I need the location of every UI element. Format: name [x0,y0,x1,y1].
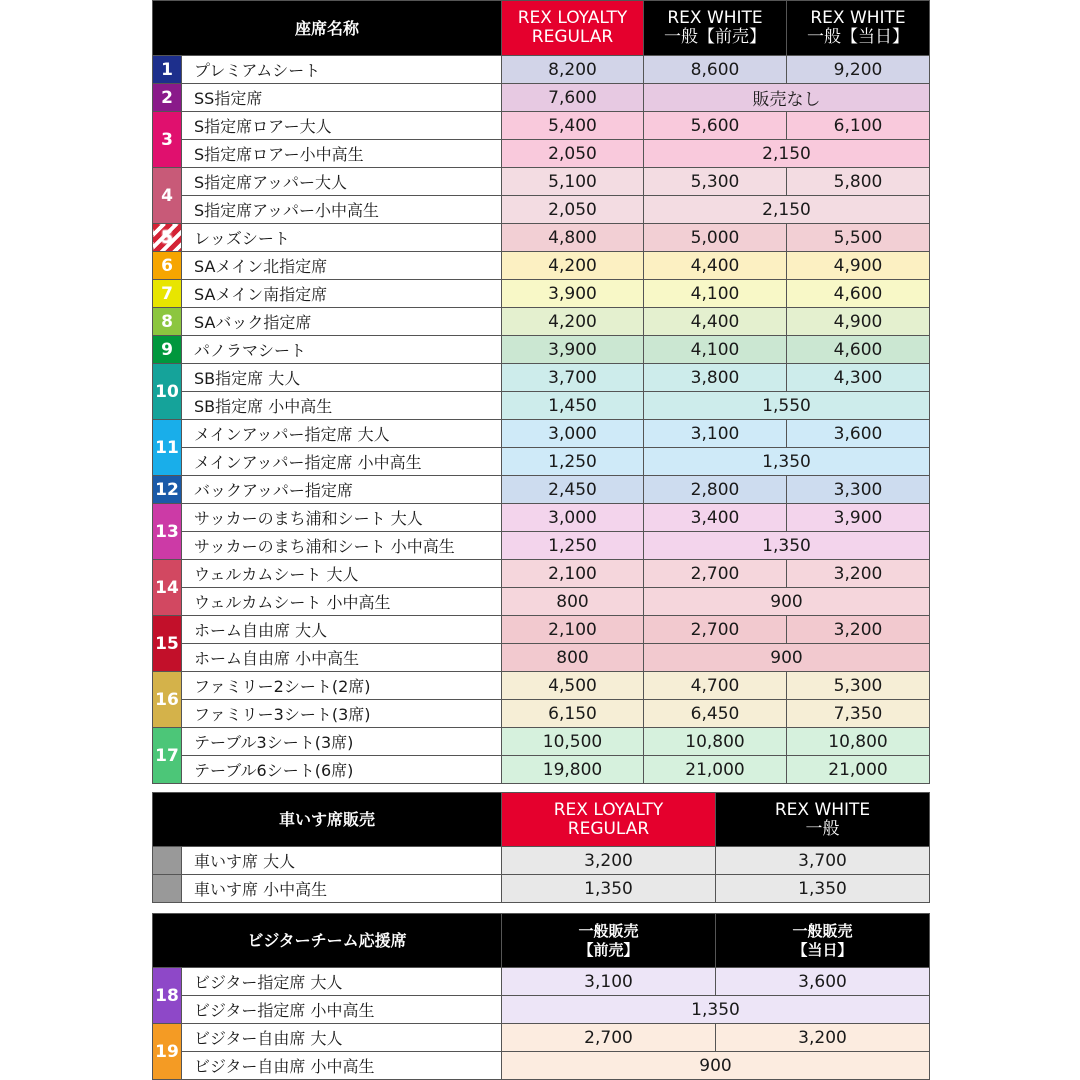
price-cell: 4,900 [787,252,930,280]
seat-name: SAメイン南指定席 [182,280,502,308]
price-cell: 3,800 [644,364,787,392]
table-row [153,336,930,364]
header-seat-name: 座席名称 [153,1,502,56]
seat-name: パノラマシート [182,336,502,364]
price-cell: 2,700 [502,1024,716,1052]
table-row [153,532,930,560]
table-row [153,308,930,336]
price-cell: 4,100 [644,336,787,364]
price-cell: 3,900 [502,336,644,364]
seat-name: サッカーのまち浦和シート 大人 [182,504,502,532]
seat-name: メインアッパー指定席 大人 [182,420,502,448]
table-row [153,996,930,1024]
price-cell: 4,100 [644,280,787,308]
price-cell: 1,350 [716,875,930,903]
seat-name: ウェルカムシート 大人 [182,560,502,588]
price-cell: 1,350 [502,996,930,1024]
seat-number-badge: 4 [153,168,182,224]
seat-number-badge: 18 [153,968,182,1024]
price-cell: 1,350 [502,875,716,903]
table-row [153,392,930,420]
price-cell: 3,300 [787,476,930,504]
price-cell: 5,300 [787,672,930,700]
seat-number-badge: 7 [153,280,182,308]
visitor-header-row [153,914,930,968]
price-cell: 3,600 [787,420,930,448]
price-cell: 2,100 [502,560,644,588]
price-cell: 10,800 [644,728,787,756]
price-cell: 4,700 [644,672,787,700]
price-cell: 6,100 [787,112,930,140]
table-row [153,504,930,532]
seat-number-badge: 16 [153,672,182,728]
price-cell: 19,800 [502,756,644,784]
table-row [153,252,930,280]
header-rex-loyalty-regular: REX LOYALTY REGULAR [502,1,644,56]
seat-name: 車いす席 大人 [182,847,502,875]
main-header-row [153,1,930,56]
wheelchair-header-row [153,793,930,847]
header-rex-white-same-day: REX WHITE 一般【当日】 [787,1,930,56]
price-cell: 2,100 [502,616,644,644]
table-row [153,588,930,616]
price-cell: 3,100 [644,420,787,448]
price-cell: 1,350 [644,448,930,476]
price-cell: 5,500 [787,224,930,252]
table-row [153,616,930,644]
price-cell: 2,700 [644,560,787,588]
table-row [153,672,930,700]
table-row [153,280,930,308]
table-row [153,420,930,448]
price-cell: 5,800 [787,168,930,196]
header-visitor-section: ビジターチーム応援席 [153,914,502,968]
seat-name: S指定席ロアー小中高生 [182,140,502,168]
price-cell: 1,250 [502,448,644,476]
price-cell: 2,050 [502,140,644,168]
seat-name: SB指定席 大人 [182,364,502,392]
seat-name: ファミリー3シート(3席) [182,700,502,728]
seat-name: テーブル3シート(3席) [182,728,502,756]
price-cell: 4,900 [787,308,930,336]
seat-name: SAバック指定席 [182,308,502,336]
price-cell: 4,400 [644,308,787,336]
price-cell: 2,150 [644,196,930,224]
seat-number-badge: 1 [153,56,182,84]
seat-name: バックアッパー指定席 [182,476,502,504]
table-row [153,728,930,756]
seat-number-badge: 6 [153,252,182,280]
price-cell: 3,200 [502,847,716,875]
seat-name: ビジター指定席 大人 [182,968,502,996]
price-cell: 3,700 [502,364,644,392]
seat-name: プレミアムシート [182,56,502,84]
seat-name: ビジター指定席 小中高生 [182,996,502,1024]
seat-number-badge: 19 [153,1024,182,1080]
price-cell: 3,200 [787,560,930,588]
price-cell: 2,800 [644,476,787,504]
price-cell: 5,400 [502,112,644,140]
price-cell: 4,400 [644,252,787,280]
seat-name: ビジター自由席 小中高生 [182,1052,502,1080]
seat-name: レッズシート [182,224,502,252]
price-cell: 5,000 [644,224,787,252]
price-cell: 3,200 [716,1024,930,1052]
price-cell: 3,000 [502,420,644,448]
seat-number-badge: 3 [153,112,182,168]
price-cell: 3,400 [644,504,787,532]
price-cell: 3,100 [502,968,716,996]
price-cell: 3,700 [716,847,930,875]
header-wheelchair-sales: 車いす席販売 [153,793,502,847]
price-cell: 4,200 [502,308,644,336]
price-cell: 4,600 [787,280,930,308]
table-row [153,196,930,224]
seat-name: SS指定席 [182,84,502,112]
table-row [153,112,930,140]
table-row [153,140,930,168]
seat-name: SB指定席 小中高生 [182,392,502,420]
price-cell: 1,550 [644,392,930,420]
price-cell: 21,000 [787,756,930,784]
price-cell: 4,500 [502,672,644,700]
seat-name: 車いす席 小中高生 [182,875,502,903]
table-row [153,875,930,903]
price-cell: 800 [502,588,644,616]
seat-name: テーブル6シート(6席) [182,756,502,784]
price-cell: 21,000 [644,756,787,784]
seat-number-badge: 9 [153,336,182,364]
visitor-price-table [152,913,930,1080]
price-cell: 8,600 [644,56,787,84]
price-cell: 3,600 [716,968,930,996]
price-cell: 5,600 [644,112,787,140]
seat-number-badge: 12 [153,476,182,504]
table-row [153,847,930,875]
wheelchair-badge [153,847,182,875]
price-cell: 9,200 [787,56,930,84]
seat-name: メインアッパー指定席 小中高生 [182,448,502,476]
price-cell: 900 [644,644,930,672]
seat-number-badge: 8 [153,308,182,336]
price-cell: 7,600 [502,84,644,112]
price-cell: 1,250 [502,532,644,560]
seat-name: ホーム自由席 小中高生 [182,644,502,672]
main-price-table [152,0,930,784]
price-cell: 3,000 [502,504,644,532]
table-row [153,168,930,196]
price-cell: 5,300 [644,168,787,196]
price-cell: 3,900 [502,280,644,308]
price-cell: 2,150 [644,140,930,168]
price-cell: 8,200 [502,56,644,84]
seat-number-badge: 2 [153,84,182,112]
price-cell: 4,200 [502,252,644,280]
price-cell: 4,600 [787,336,930,364]
price-cell: 7,350 [787,700,930,728]
seat-name: S指定席アッパー小中高生 [182,196,502,224]
table-row [153,1024,930,1052]
seat-name: ウェルカムシート 小中高生 [182,588,502,616]
price-cell: 900 [502,1052,930,1080]
seat-name: サッカーのまち浦和シート 小中高生 [182,532,502,560]
table-row [153,56,930,84]
seat-name: ビジター自由席 大人 [182,1024,502,1052]
table-row [153,84,930,112]
table-row [153,476,930,504]
price-cell: 2,050 [502,196,644,224]
header-rex-white-advance: REX WHITE 一般【前売】 [644,1,787,56]
table-row [153,224,930,252]
seat-number-badge: 10 [153,364,182,420]
seat-name: S指定席アッパー大人 [182,168,502,196]
header-general-advance: 一般販売 【前売】 [502,914,716,968]
price-cell: 2,450 [502,476,644,504]
price-cell: 1,450 [502,392,644,420]
header-rex-white-general: REX WHITE 一般 [716,793,930,847]
table-row [153,448,930,476]
price-cell: 10,800 [787,728,930,756]
seat-number-badge: 15 [153,616,182,672]
price-cell: 5,100 [502,168,644,196]
table-row [153,756,930,784]
price-cell: 4,300 [787,364,930,392]
table-row [153,560,930,588]
price-cell: 6,450 [644,700,787,728]
table-row [153,364,930,392]
price-cell: 6,150 [502,700,644,728]
price-cell: 3,200 [787,616,930,644]
table-row [153,700,930,728]
not-for-sale-cell: 販売なし [644,84,930,112]
header-rex-loyalty-regular: REX LOYALTY REGULAR [502,793,716,847]
price-cell: 10,500 [502,728,644,756]
price-cell: 3,900 [787,504,930,532]
seat-name: ホーム自由席 大人 [182,616,502,644]
seat-number-badge: 17 [153,728,182,784]
wheelchair-badge [153,875,182,903]
seat-name: S指定席ロアー大人 [182,112,502,140]
seat-number-badge: 14 [153,560,182,616]
seat-name: ファミリー2シート(2席) [182,672,502,700]
seat-name: SAメイン北指定席 [182,252,502,280]
price-cell: 800 [502,644,644,672]
seat-number-badge: 5 [153,224,182,252]
table-row [153,1052,930,1080]
seat-number-badge: 11 [153,420,182,476]
price-cell: 2,700 [644,616,787,644]
seat-number-badge: 13 [153,504,182,560]
price-cell: 4,800 [502,224,644,252]
table-row [153,968,930,996]
wheelchair-price-table [152,792,930,903]
table-row [153,644,930,672]
header-general-same-day: 一般販売 【当日】 [716,914,930,968]
price-cell: 1,350 [644,532,930,560]
price-cell: 900 [644,588,930,616]
